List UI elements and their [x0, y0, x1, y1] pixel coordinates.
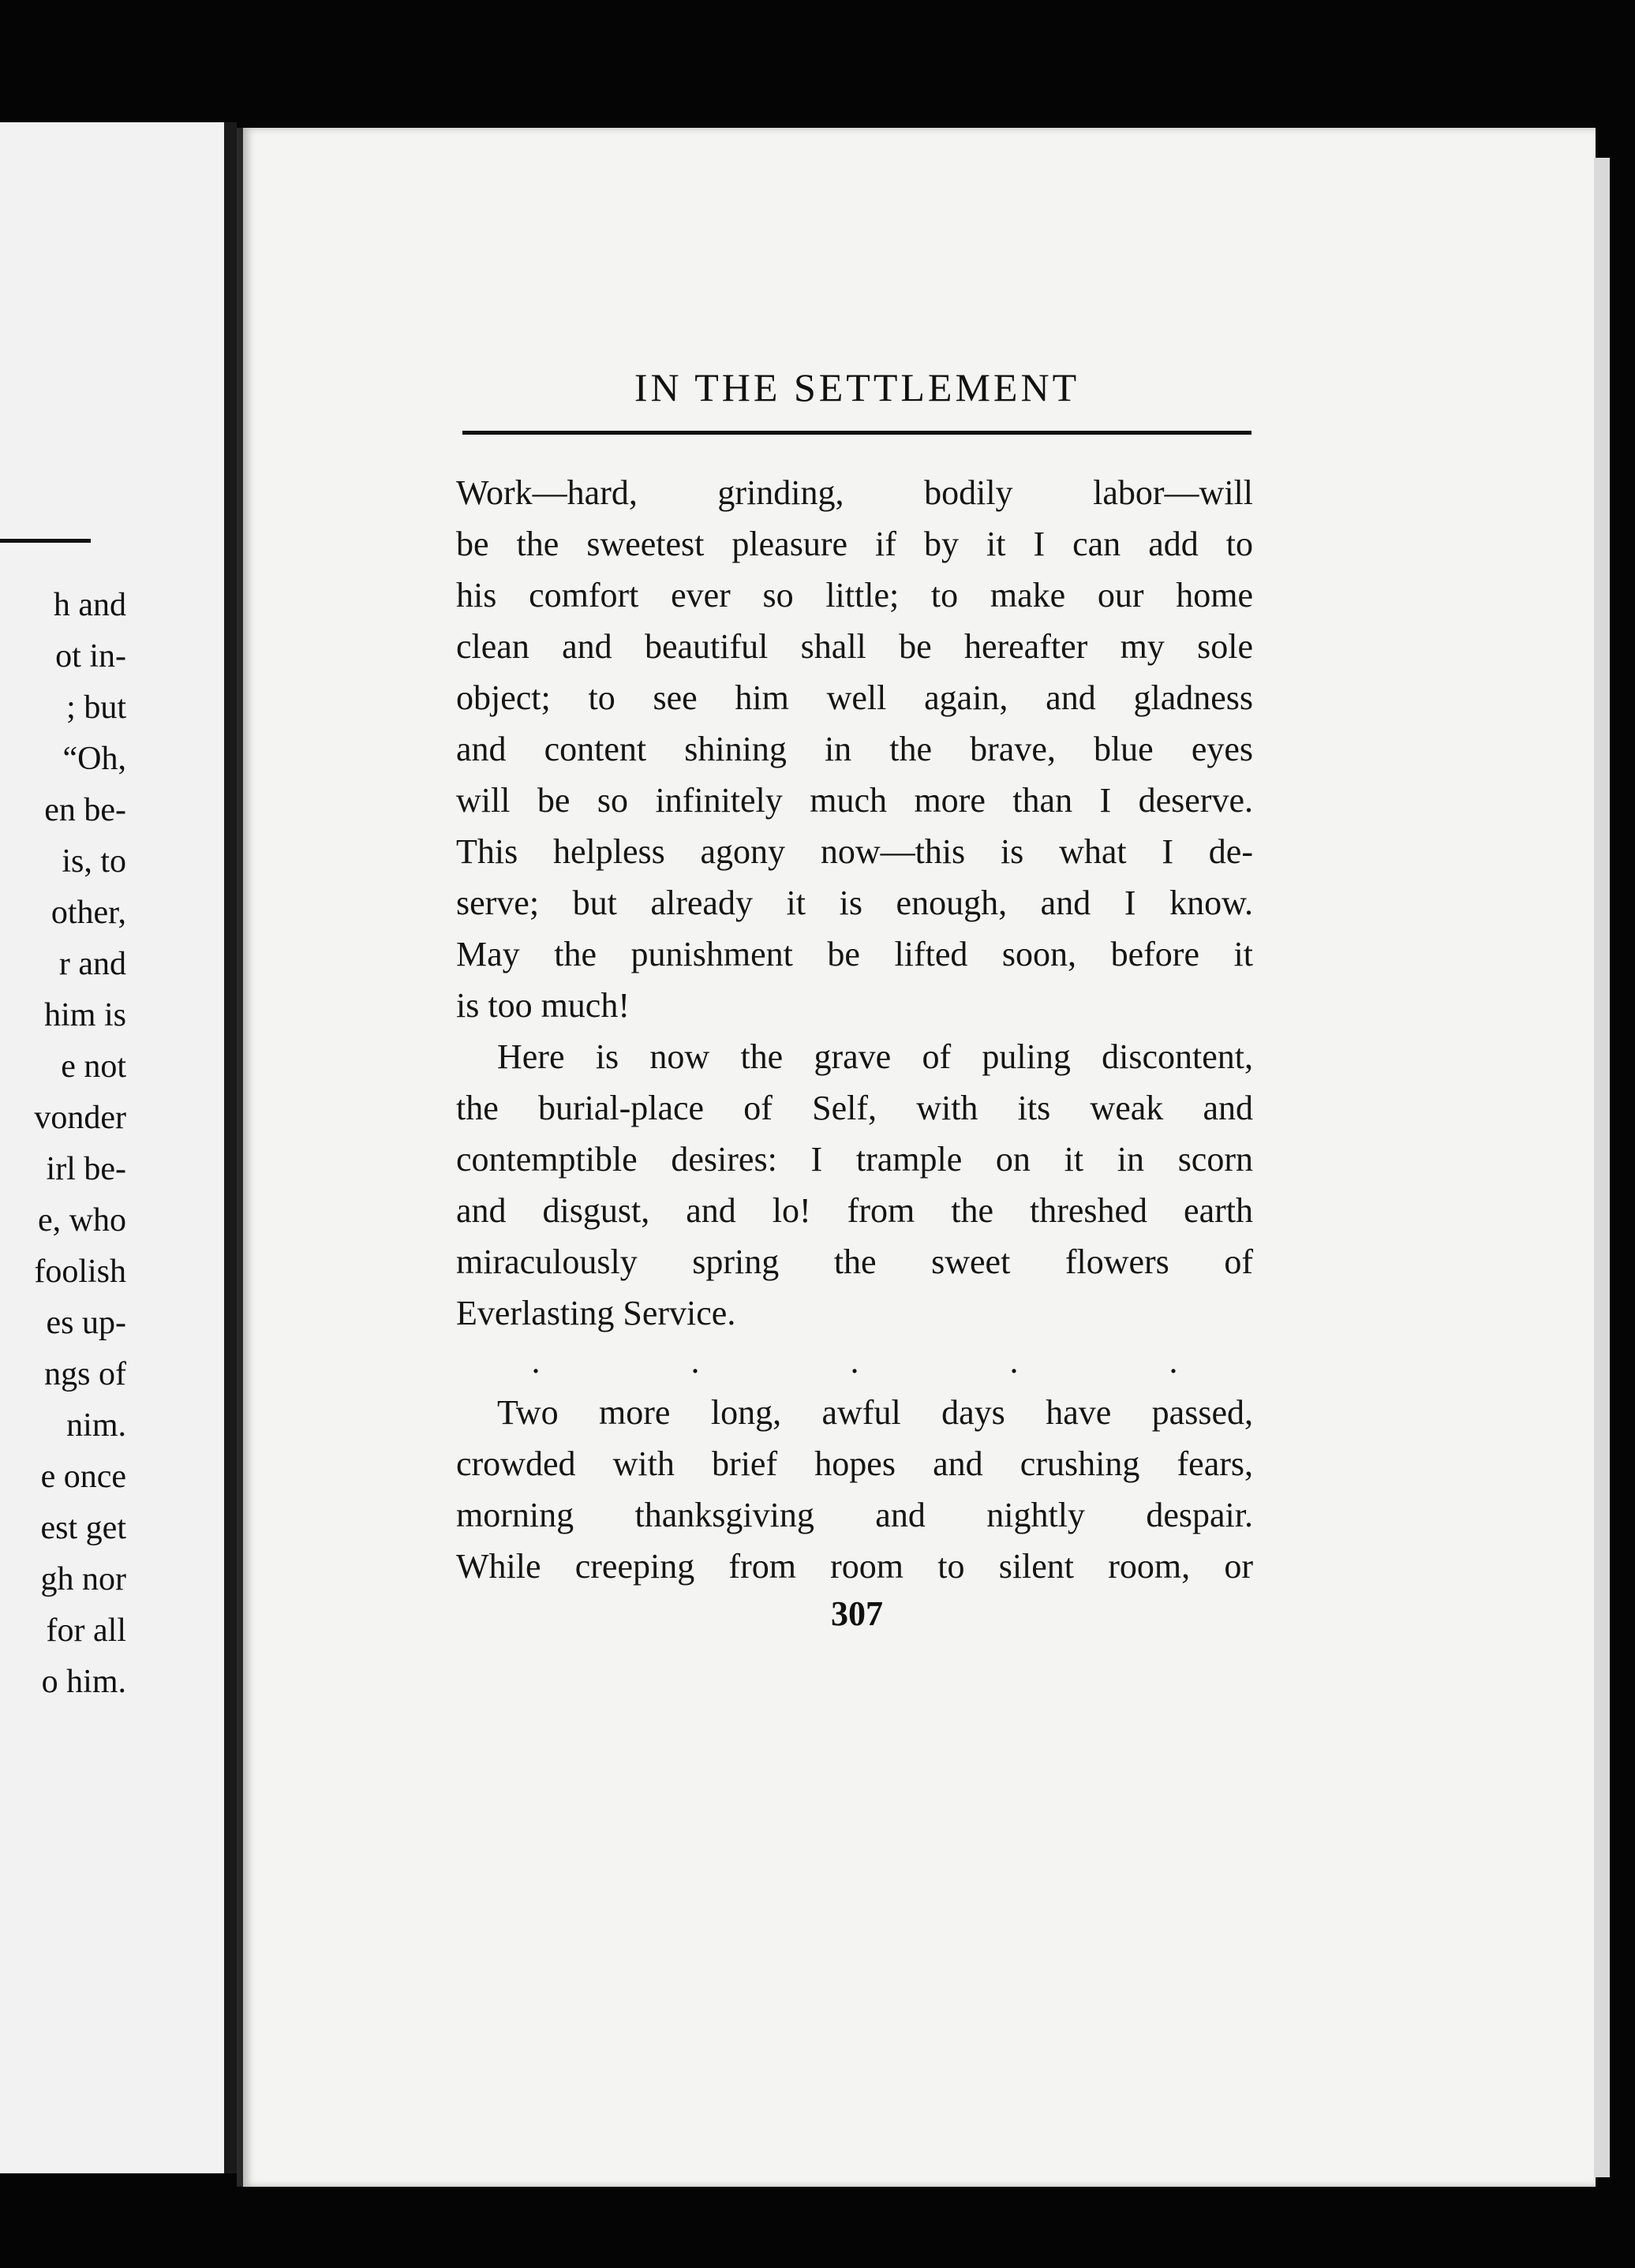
separator-dot: .: [1169, 1342, 1178, 1381]
text-line: gh nor: [40, 1561, 126, 1597]
text-line: other,: [51, 895, 126, 931]
text-line: be the sweetest pleasure if by it I can add to: [456, 525, 1253, 563]
text-line: irl be-: [46, 1151, 126, 1187]
text-line: vonder: [34, 1100, 126, 1136]
text-line: nim.: [66, 1407, 126, 1444]
page-number: 307: [831, 1594, 883, 1633]
text-line: h and: [53, 587, 126, 623]
text-line: “Oh,: [62, 741, 126, 777]
text-line: Here is now the grave of puling discontent,: [497, 1037, 1253, 1076]
running-head-rule: [462, 431, 1252, 435]
text-line: es up-: [46, 1305, 126, 1341]
body-text: [456, 467, 1253, 1339]
separator-dot: .: [850, 1342, 859, 1381]
section-separator: [456, 1341, 1253, 1381]
text-line: Work—hard, grinding, bodily labor—will: [456, 473, 1253, 512]
text-line: While creeping from room to silent room, or: [456, 1547, 1253, 1586]
text-line: the burial-place of Self, with its weak and: [456, 1089, 1253, 1127]
text-line: e, who: [38, 1202, 126, 1239]
separator-dot: .: [1009, 1342, 1019, 1381]
text-line: ot in-: [55, 638, 126, 674]
text-line: ; but: [66, 689, 126, 726]
page-stack-edge: [1594, 158, 1610, 2177]
text-line: morning thanksgiving and nightly despair.: [456, 1496, 1253, 1534]
text-line: This helpless agony now—this is what I de-: [456, 832, 1253, 871]
separator-dot: .: [690, 1342, 700, 1381]
text-line: and content shining in the brave, blue eyes: [456, 730, 1253, 768]
text-line: crowded with brief hopes and crushing fears,: [456, 1444, 1253, 1483]
text-line: est get: [40, 1510, 126, 1546]
text-line: contemptible desires: I trample on it in scorn: [456, 1140, 1253, 1179]
running-head: IN THE SETTLEMENT: [634, 365, 1080, 409]
previous-page-text: [0, 580, 126, 1708]
text-line: object; to see him well again, and gladness: [456, 678, 1253, 717]
text-line: his comfort ever so little; to make our home: [456, 576, 1253, 615]
text-line: clean and beautiful shall be hereafter my sole: [456, 627, 1253, 666]
text-line: him is: [44, 997, 126, 1033]
text-line: is too much!: [456, 986, 630, 1025]
text-line: serve; but already it is enough, and I know.: [456, 884, 1253, 922]
text-line: e once: [40, 1459, 126, 1495]
text-line: Everlasting Service.: [456, 1294, 736, 1332]
text-line: en be-: [44, 792, 126, 828]
body-text-continued: [456, 1387, 1253, 1592]
text-line: ngs of: [44, 1356, 126, 1392]
separator-dot: .: [531, 1342, 541, 1381]
text-line: miraculously spring the sweet flowers of: [456, 1242, 1253, 1281]
text-line: for all: [46, 1612, 126, 1649]
text-line: e not: [61, 1048, 126, 1085]
text-line: and disgust, and lo! from the threshed earth: [456, 1191, 1253, 1230]
text-line: o him.: [41, 1664, 126, 1700]
previous-page-edge: [0, 122, 237, 2173]
text-line: will be so infinitely much more than I deserve.: [456, 781, 1253, 820]
previous-page-head-rule: [0, 539, 91, 543]
text-line: r and: [58, 946, 126, 982]
text-line: is, to: [62, 843, 126, 880]
text-line: foolish: [34, 1254, 126, 1290]
text-line: May the punishment be lifted soon, before it: [456, 935, 1253, 973]
text-line: Two more long, awful days have passed,: [497, 1393, 1253, 1432]
